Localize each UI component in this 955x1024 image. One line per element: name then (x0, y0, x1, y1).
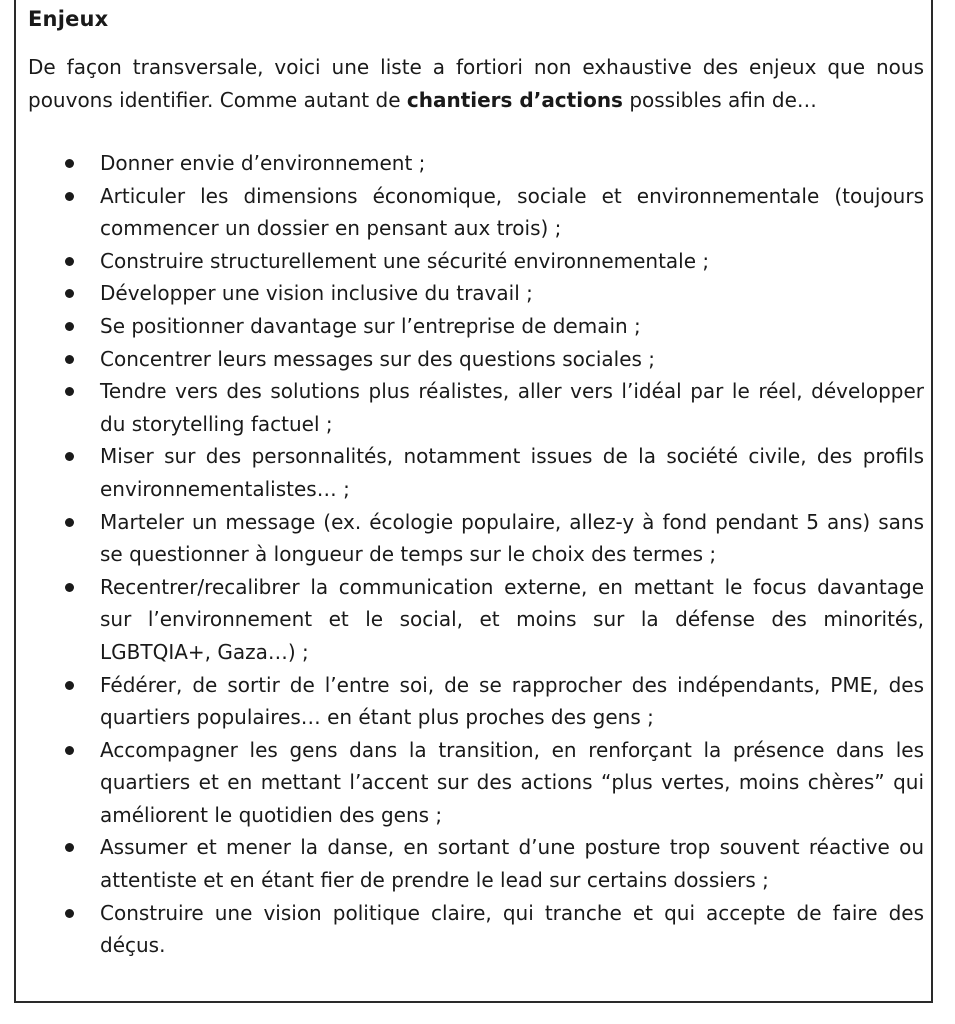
bullet-icon (65, 355, 74, 364)
bullet-icon (65, 452, 74, 461)
list-item-text: Fédérer, de sortir de l’entre soi, de se rapprocher des indépendants, PME, des quartiers populaires… en étant plus proches des gens ; (100, 672, 924, 730)
list-item (16, 440, 924, 505)
bullet-icon (65, 192, 74, 201)
bullet-icon (65, 257, 74, 266)
intro-paragraph (28, 51, 924, 117)
list-item (16, 506, 924, 571)
list-item-text: Tendre vers des solutions plus réalistes, aller vers l’idéal par le réel, développer du storytelling factuel ; (100, 379, 924, 436)
list-item-text: Concentrer leurs messages sur des questions sociales ; (100, 346, 656, 371)
list-item-text: Développer une vision inclusive du travail ; (100, 281, 533, 306)
enjeux-box (14, 0, 933, 1003)
bullet-icon (65, 681, 74, 690)
bullet-icon (65, 583, 74, 592)
bullet-icon (65, 843, 74, 852)
list-item (16, 180, 924, 245)
list-item (16, 245, 924, 278)
bullet-icon (65, 159, 74, 168)
section-title: Enjeux (28, 7, 109, 31)
bullet-icon (65, 322, 74, 331)
intro-text-start: De façon transversale, voici une liste a fortiori non exhaustive des enjeux que nous pouvons identifier. Comme autant de (28, 55, 924, 112)
bullet-icon (65, 746, 74, 755)
list-item-text: Miser sur des personnalités, notamment issues de la société civile, des profils environnementalistes… ; (100, 444, 924, 501)
bullet-icon (65, 909, 74, 918)
list-item-text: Construire structurellement une sécurité environnementale ; (100, 248, 710, 273)
list-item (16, 147, 924, 180)
list-item-text: Articuler les dimensions économique, sociale et environnementale (toujours commencer un dossier en pensant aux trois) ; (100, 183, 924, 241)
bullet-icon (65, 518, 74, 527)
bullet-icon (65, 387, 74, 396)
list-item (16, 310, 924, 343)
intro-text-end: possibles afin de… (622, 88, 817, 112)
enjeux-list (16, 147, 931, 962)
list-item-text: Assumer et mener la danse, en sortant d’une posture trop souvent réactive ou attentiste et en étant fier de prendre le lead sur certains dossiers ; (100, 835, 924, 893)
list-item (16, 831, 924, 896)
list-item-text: Construire une vision politique claire, qui tranche et qui accepte de faire des déçus. (100, 900, 924, 958)
bullet-icon (65, 289, 74, 298)
list-item (16, 669, 924, 734)
list-item (16, 375, 924, 440)
intro-bold-text: chantiers d’actions (406, 88, 623, 112)
list-item-text: Recentrer/recalibrer la communication externe, en mettant le focus davantage sur l’environnement et le social, et moins sur la défense des minorités, LGBTQIA+, Gaza…) ; (100, 574, 924, 664)
list-item (16, 277, 924, 310)
list-item-text: Accompagner les gens dans la transition, en renforçant la présence dans les quartiers et en mettant l’accent sur des actions “plus vertes, moins chères” qui améliorent le quotidien des gens ; (100, 737, 924, 827)
list-item (16, 343, 924, 376)
list-item-text: Donner envie d’environnement ; (100, 151, 426, 175)
list-item (16, 571, 924, 669)
list-item-text: Se positionner davantage sur l’entreprise de demain ; (100, 313, 641, 338)
list-item (16, 897, 924, 962)
list-item (16, 734, 924, 832)
list-item-text: Marteler un message (ex. écologie populaire, allez-y à fond pendant 5 ans) sans se questionner à longueur de temps sur le choix des termes ; (100, 509, 924, 567)
